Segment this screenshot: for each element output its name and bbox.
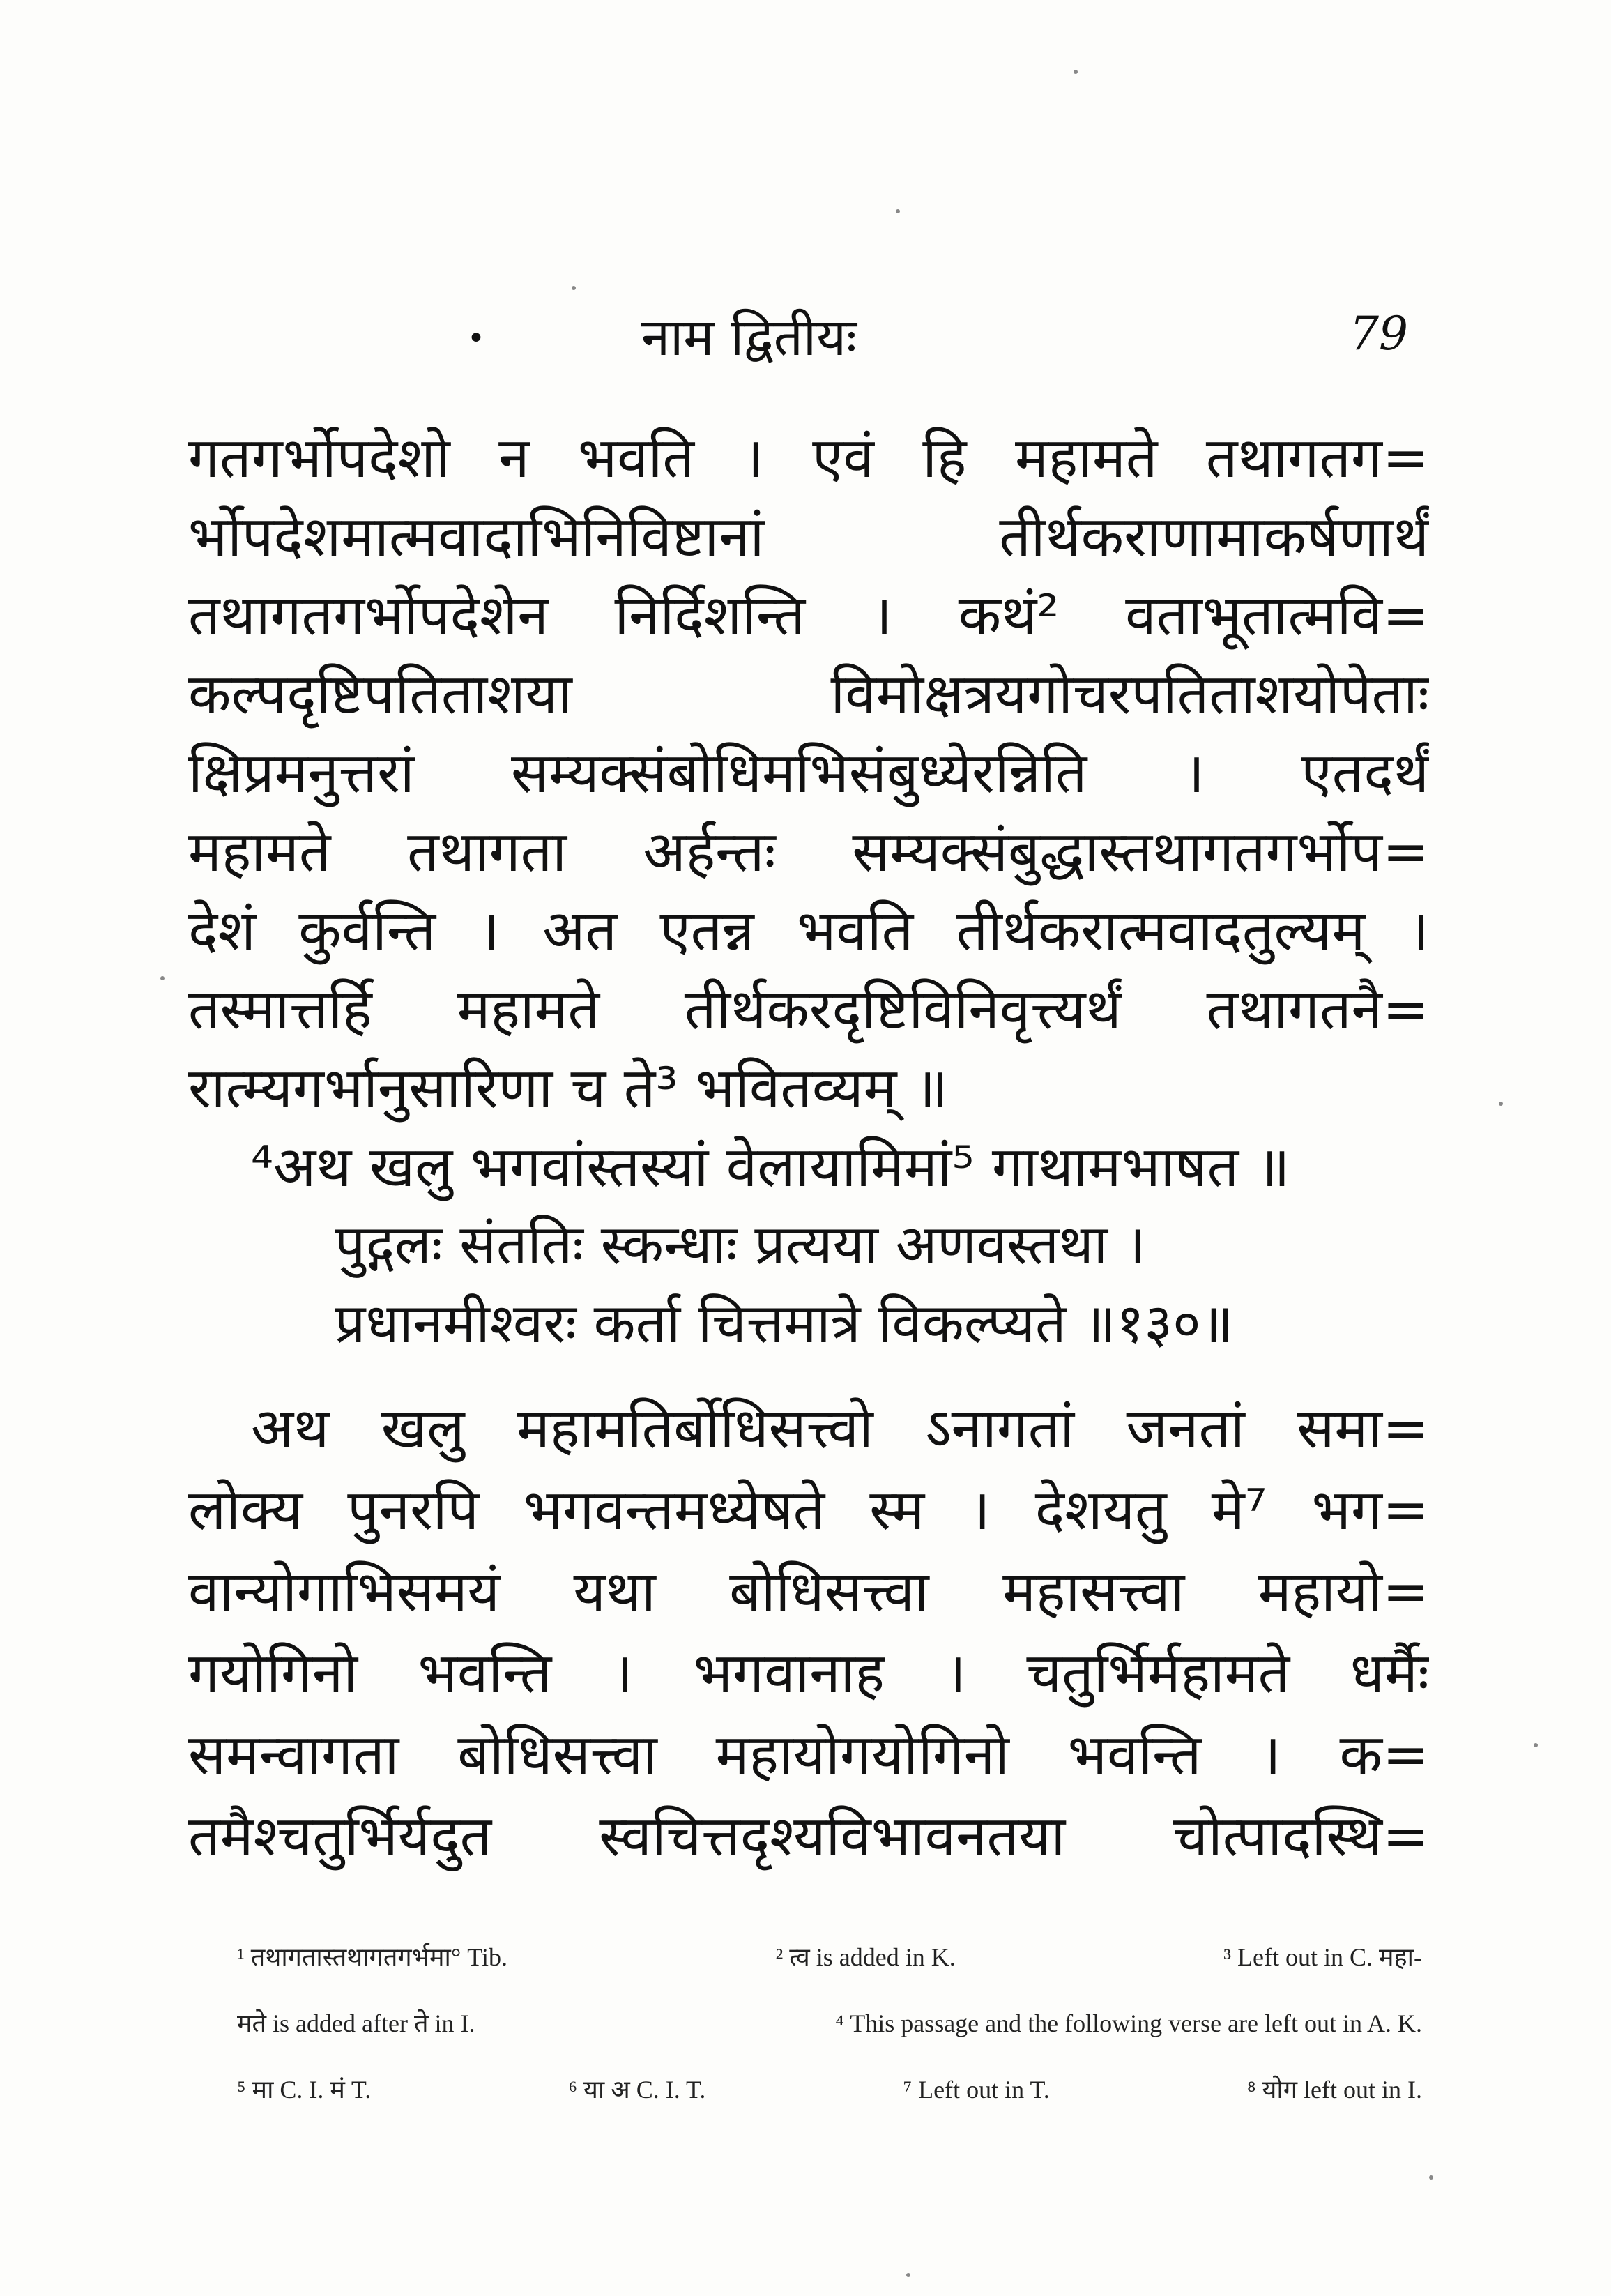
scan-speck — [572, 286, 576, 290]
scan-speck — [1534, 1743, 1538, 1747]
running-header — [223, 300, 1408, 377]
text-line: महामते तथागता अर्हन्तः सम्यक्संबुद्धास्तथागतगर्भोप= — [188, 819, 1429, 884]
footnotes — [237, 1924, 1422, 2123]
text-line: कल्पदृष्टिपतिताशया विमोक्षत्रयगोचरपतिताशयोपेताः — [188, 662, 1429, 727]
text-line: तथागतगर्भोपदेशेन निर्दिशन्ति । कथं² वताभूतात्मवि= — [188, 583, 1429, 648]
verse-line: पुद्गलः संततिः स्कन्धाः प्रत्यया अणवस्तथा । — [335, 1214, 1146, 1277]
text-line: क्षिप्रमनुत्तरां सम्यक्संबोधिमभिसंबुध्येरन्निति । एतदर्थं — [188, 740, 1429, 805]
page-number: 79 — [1350, 307, 1408, 360]
text-line: अथ खलु महामतिर्बोधिसत्त्वो ऽनागतां जनतां समा= — [251, 1396, 1429, 1461]
text-line: गयोगिनो भवन्ति । भगवानाह । चतुर्भिर्महामते धर्मैः — [188, 1641, 1429, 1705]
text-line: तस्मात्तर्हि महामते तीर्थकरदृष्टिविनिवृत्त्यर्थं तथागतनै= — [188, 977, 1429, 1042]
scan-speck — [160, 976, 165, 980]
text-line: र्भोपदेशमात्मवादाभिनिविष्टानां तीर्थकराणामाकर्षणार्थं — [188, 504, 1429, 569]
footnote: ⁷ Left out in T. — [903, 2076, 1050, 2104]
text-line: तमैश्चतुर्भिर्यदुत स्वचित्तदृश्यविभावनतया चोत्पादस्थि= — [188, 1804, 1429, 1869]
verse-line: प्रधानमीश्वरः कर्ता चित्तमात्रे विकल्प्यते ॥१३०॥ — [335, 1293, 1234, 1355]
scan-speck — [906, 2273, 910, 2277]
text-line: रात्म्यगर्भानुसारिणा च ते³ भवितव्यम् ॥ — [188, 1056, 948, 1120]
footnote: मते is added after ते in I. — [237, 2009, 475, 2037]
scan-speck — [1429, 2175, 1433, 2180]
text-line: लोक्य पुनरपि भगवन्तमध्येषते स्म । देशयतु मे⁷ भग= — [188, 1477, 1429, 1542]
footnote: ⁶ या अ C. I. T. — [568, 2076, 706, 2104]
footnote: ⁸ योग left out in I. — [1246, 2076, 1422, 2104]
header-bullet: • — [467, 321, 485, 356]
footnote-line — [237, 2057, 1422, 2123]
footnote: ⁵ मा C. I. मं T. — [237, 2076, 372, 2104]
footnote: ² त्व is added in K. — [775, 1943, 956, 1971]
scan-speck — [1074, 70, 1078, 74]
second-paragraph — [188, 1388, 1429, 1877]
footnote-line — [237, 1991, 1422, 2057]
text-line: वान्योगाभिसमयं यथा बोधिसत्त्वा महासत्त्वा महायो= — [188, 1559, 1429, 1624]
scan-speck — [896, 209, 900, 213]
text-line: समन्वागता बोधिसत्त्वा महायोगयोगिनो भवन्ति । क= — [188, 1722, 1429, 1787]
footnote: ⁴ This passage and the following verse are left out in A. K. — [835, 2009, 1422, 2037]
text-line: गतगर्भोपदेशो न भवति । एवं हि महामते तथागतग= — [188, 425, 1429, 490]
footnote: ³ Left out in C. महा- — [1223, 1943, 1422, 1971]
gatha-intro-line: ⁴अथ खलु भगवांस्तस्यां वेलायामिमां⁵ गाथामभाषत ॥ — [251, 1134, 1290, 1199]
footnote-line — [237, 1924, 1422, 1991]
footnote: ¹ तथागतास्तथागतगर्भमा° Tib. — [237, 1943, 507, 1971]
scan-speck — [1499, 1102, 1503, 1106]
running-title: नाम द्वितीयः — [641, 307, 857, 367]
text-line: देशं कुर्वन्ति । अत एतन्न भवति तीर्थकरात्मवादतुल्यम् । — [188, 898, 1429, 963]
main-text — [188, 418, 1429, 1364]
